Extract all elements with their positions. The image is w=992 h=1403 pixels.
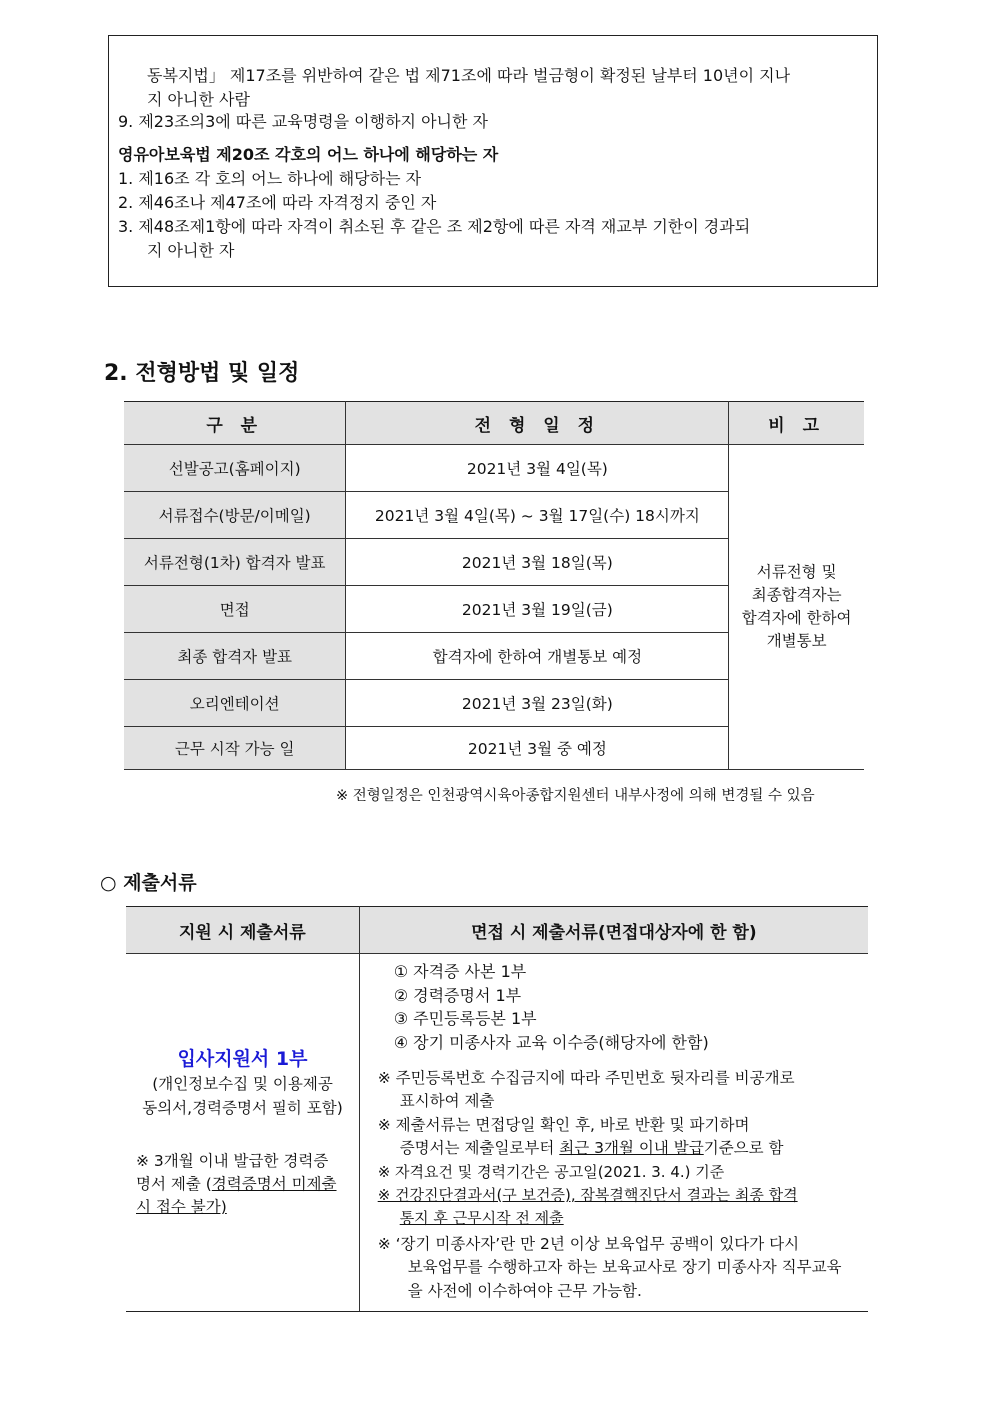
interview-item: ① 자격증 사본 1부 [393,962,527,981]
remark-line: 서류전형 및 [756,563,837,581]
apply-note-3: 시 접수 불가) [136,1198,227,1216]
box-line-2: 지 아니한 사람 [147,90,250,109]
header-category: 구 분 [124,402,346,445]
section-title: 2. 전형방법 및 일정 [104,361,300,386]
interview-note-2b-tail: 기준으로 함 [703,1139,784,1157]
interview-note-4b: 통지 후 근무시작 전 제출 [399,1209,564,1227]
interview-item: ④ 장기 미종사자 교육 이수증(해당자에 한함) [393,1033,709,1052]
remark-cell [729,445,864,770]
box-line-3: 9. 제23조의3에 따른 교육명령을 이행하지 아니한 자 [118,112,488,131]
apply-note-1: ※ 3개월 이내 발급한 경력증 [136,1152,329,1170]
row-schedule: 2021년 3월 18일(목) [346,539,729,586]
interview-note-1b: 표시하여 제출 [399,1092,495,1110]
row-category: 근무 시작 가능 일 [124,727,346,770]
apply-cell [126,954,359,1312]
row-schedule: 2021년 3월 4일(목) ~ 3월 17일(수) 18시까지 [346,492,729,539]
box-heading: 영유아보육법 제20조 각호의 어느 하나에 해당하는 자 [118,145,499,164]
docs-row [126,954,868,1312]
interview-note-2b-underline: 최근 3개월 이내 발급 [559,1139,704,1157]
row-schedule: 2021년 3월 23일(화) [346,680,729,727]
row-category: 선발공고(홈페이지) [124,445,346,492]
row-category: 면접 [124,586,346,633]
apply-main: 입사지원서 1부 [177,1048,308,1070]
interview-item: ② 경력증명서 1부 [393,986,522,1005]
row-schedule: 2021년 3월 4일(목) [346,445,729,492]
documents-table [126,906,868,1312]
eligibility-box [108,35,878,287]
header-schedule: 전 형 일 정 [346,402,729,445]
docs-header-row [126,907,868,954]
apply-note-2-underline: 경력증명서 미제출 [211,1175,337,1193]
box-item-3: 3. 제48조제1항에 따라 자격이 취소된 후 같은 조 제2항에 따른 자격 재교부 기한이 경과되 [118,217,751,236]
apply-note-2-plain: 명서 제출 ( [136,1175,212,1193]
box-item-3-cont: 지 아니한 자 [147,241,235,260]
interview-item: ③ 주민등록등본 1부 [393,1009,537,1028]
interview-note-5b: 보육업무를 수행하고자 하는 보육교사로 장기 미종사자 직무교육 [407,1258,842,1276]
row-category: 오리엔테이션 [124,680,346,727]
interview-note-5a: ※ ‘장기 미종사자’란 만 2년 이상 보육업무 공백이 있다가 다시 [377,1235,800,1253]
apply-sub-1: (개인정보수집 및 이용제공 [152,1075,333,1093]
header-interview: 면접 시 제출서류(면접대상자에 한 함) [359,907,868,954]
row-category: 서류접수(방문/이메일) [124,492,346,539]
box-line-1: 동복지법」 제17조를 위반하여 같은 법 제71조에 따라 벌금형이 확정된 날부터 10년이 지나 [147,66,791,85]
interview-note-2b-plain: 증명서는 제출일로부터 [399,1139,560,1157]
interview-note-4a: ※ 건강진단결과서(구 보건증), 잠복결핵진단서 결과는 최종 합격 [377,1186,798,1204]
interview-note-1a: ※ 주민등록번호 수집금지에 따라 주민번호 뒷자리를 비공개로 [377,1069,795,1087]
schedule-table [124,401,864,770]
interview-cell [359,954,868,1312]
remark-line: 최종합격자는 [751,586,842,604]
box-item-1: 1. 제16조 각 호의 어느 하나에 해당하는 자 [118,169,422,188]
remark-line: 개별통보 [766,632,827,650]
table-header-row [124,402,864,445]
interview-note-5c: 을 사전에 이수하여야 근무 가능함. [407,1282,642,1300]
schedule-note: ※ 전형일정은 인천광역시육아종합지원센터 내부사정에 의해 변경될 수 있음 [336,788,815,804]
apply-note-2 [136,1173,337,1196]
table-row [124,445,864,492]
apply-sub-2: 동의서,경력증명서 필히 포함) [142,1099,343,1117]
row-schedule: 합격자에 한하여 개별통보 예정 [346,633,729,680]
row-schedule: 2021년 3월 중 예정 [346,727,729,770]
interview-note-3: ※ 자격요건 및 경력기간은 공고일(2021. 3. 4.) 기준 [377,1163,725,1181]
row-category: 최종 합격자 발표 [124,633,346,680]
row-schedule: 2021년 3월 19일(금) [346,586,729,633]
remark-line: 합격자에 한하여 [741,609,852,627]
header-apply: 지원 시 제출서류 [126,907,359,954]
header-remark: 비 고 [729,402,864,445]
interview-note-2b [400,1137,784,1160]
documents-title: ○ 제출서류 [100,872,197,894]
interview-note-2a: ※ 제출서류는 면접당일 확인 후, 바로 반환 및 파기하며 [377,1116,750,1134]
box-item-2: 2. 제46조나 제47조에 따라 자격정지 중인 자 [118,193,437,212]
row-category: 서류전형(1차) 합격자 발표 [124,539,346,586]
